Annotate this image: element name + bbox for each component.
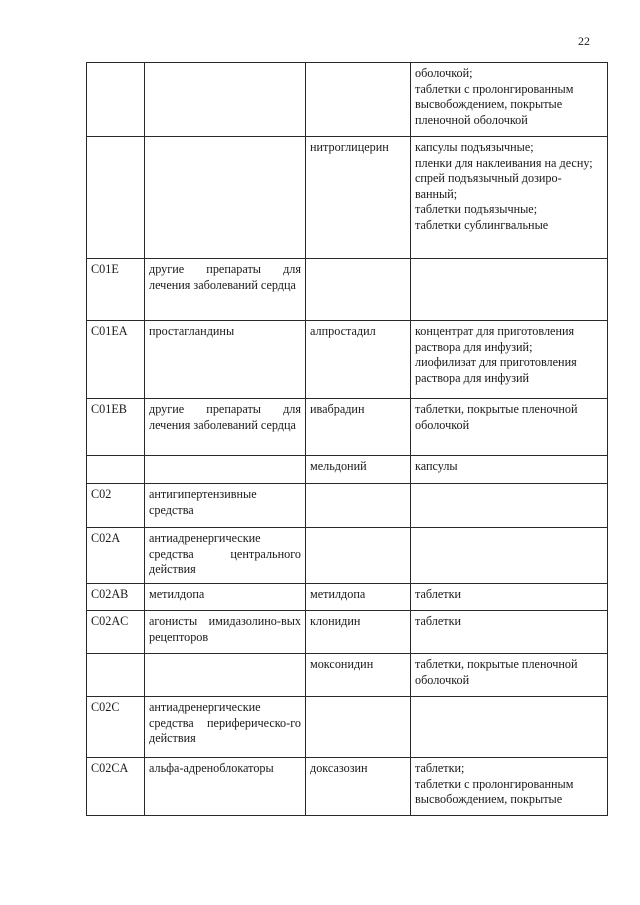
dosage-form-cell: таблетки (411, 611, 608, 654)
dosage-form-cell: таблетки (411, 584, 608, 611)
inn-cell (306, 259, 411, 321)
inn-cell (306, 528, 411, 584)
table-row (87, 758, 608, 816)
dosage-form-cell (411, 484, 608, 528)
inn-cell: мельдоний (306, 456, 411, 484)
dosage-form-cell (411, 259, 608, 321)
atc-code-cell: C02A (87, 528, 145, 584)
table-row (87, 611, 608, 654)
inn-cell (306, 484, 411, 528)
atc-code-cell: C02C (87, 697, 145, 758)
pharm-group-cell: антигипертензивные средства (145, 484, 306, 528)
pharm-group-cell: антиадренергические средства периферическо-го действия (145, 697, 306, 758)
pharm-group-cell: антиадренергические средства центрального действия (145, 528, 306, 584)
atc-code-cell: C02CA (87, 758, 145, 816)
table-row (87, 259, 608, 321)
dosage-form-cell: концентрат для приготовления раствора для инфузий; лиофилизат для приготовления раствора для инфузий (411, 321, 608, 399)
dosage-form-cell (411, 697, 608, 758)
table-row (87, 456, 608, 484)
atc-code-cell (87, 456, 145, 484)
pharm-group-cell: другие препараты для лечения заболеваний сердца (145, 399, 306, 456)
dosage-form-cell: капсулы подъязычные; пленки для наклеивания на десну; спрей подъязычный дозиро-ванный; таблетки подъязычные; таблетки сублингвальные (411, 137, 608, 259)
inn-cell: клонидин (306, 611, 411, 654)
inn-cell (306, 697, 411, 758)
inn-cell: нитроглицерин (306, 137, 411, 259)
inn-cell: доксазозин (306, 758, 411, 816)
drug-table (86, 62, 608, 816)
atc-code-cell: C02 (87, 484, 145, 528)
table-row (87, 528, 608, 584)
table-row (87, 137, 608, 259)
pharm-group-cell (145, 654, 306, 697)
pharm-group-cell (145, 63, 306, 137)
inn-cell: метилдопа (306, 584, 411, 611)
atc-code-cell (87, 137, 145, 259)
atc-code-cell: C01EA (87, 321, 145, 399)
atc-code-cell (87, 654, 145, 697)
table-row (87, 584, 608, 611)
table-row (87, 63, 608, 137)
dosage-form-cell (411, 528, 608, 584)
pharm-group-cell: метилдопа (145, 584, 306, 611)
inn-cell: моксонидин (306, 654, 411, 697)
pharm-group-cell: другие препараты для лечения заболеваний сердца (145, 259, 306, 321)
dosage-form-cell: таблетки; таблетки с пролонгированным высвобождением, покрытые (411, 758, 608, 816)
dosage-form-cell: таблетки, покрытые пленочной оболочкой (411, 399, 608, 456)
table-row (87, 399, 608, 456)
atc-code-cell (87, 63, 145, 137)
dosage-form-cell: капсулы (411, 456, 608, 484)
pharm-group-cell (145, 456, 306, 484)
pharm-group-cell: альфа-адреноблокаторы (145, 758, 306, 816)
inn-cell: ивабрадин (306, 399, 411, 456)
atc-code-cell: C01E (87, 259, 145, 321)
table-row (87, 321, 608, 399)
inn-cell: алпростадил (306, 321, 411, 399)
atc-code-cell: C01EB (87, 399, 145, 456)
dosage-form-cell: таблетки, покрытые пленочной оболочкой (411, 654, 608, 697)
pharm-group-cell (145, 137, 306, 259)
table-row (87, 654, 608, 697)
page-number: 22 (578, 34, 590, 48)
inn-cell (306, 63, 411, 137)
atc-code-cell: C02AB (87, 584, 145, 611)
table-row (87, 697, 608, 758)
atc-code-cell: C02AC (87, 611, 145, 654)
table-row (87, 484, 608, 528)
pharm-group-cell: простагландины (145, 321, 306, 399)
dosage-form-cell: оболочкой; таблетки с пролонгированным высвобождением, покрытые пленочной оболочкой (411, 63, 608, 137)
pharm-group-cell: агонисты имидазолино-вых рецепторов (145, 611, 306, 654)
